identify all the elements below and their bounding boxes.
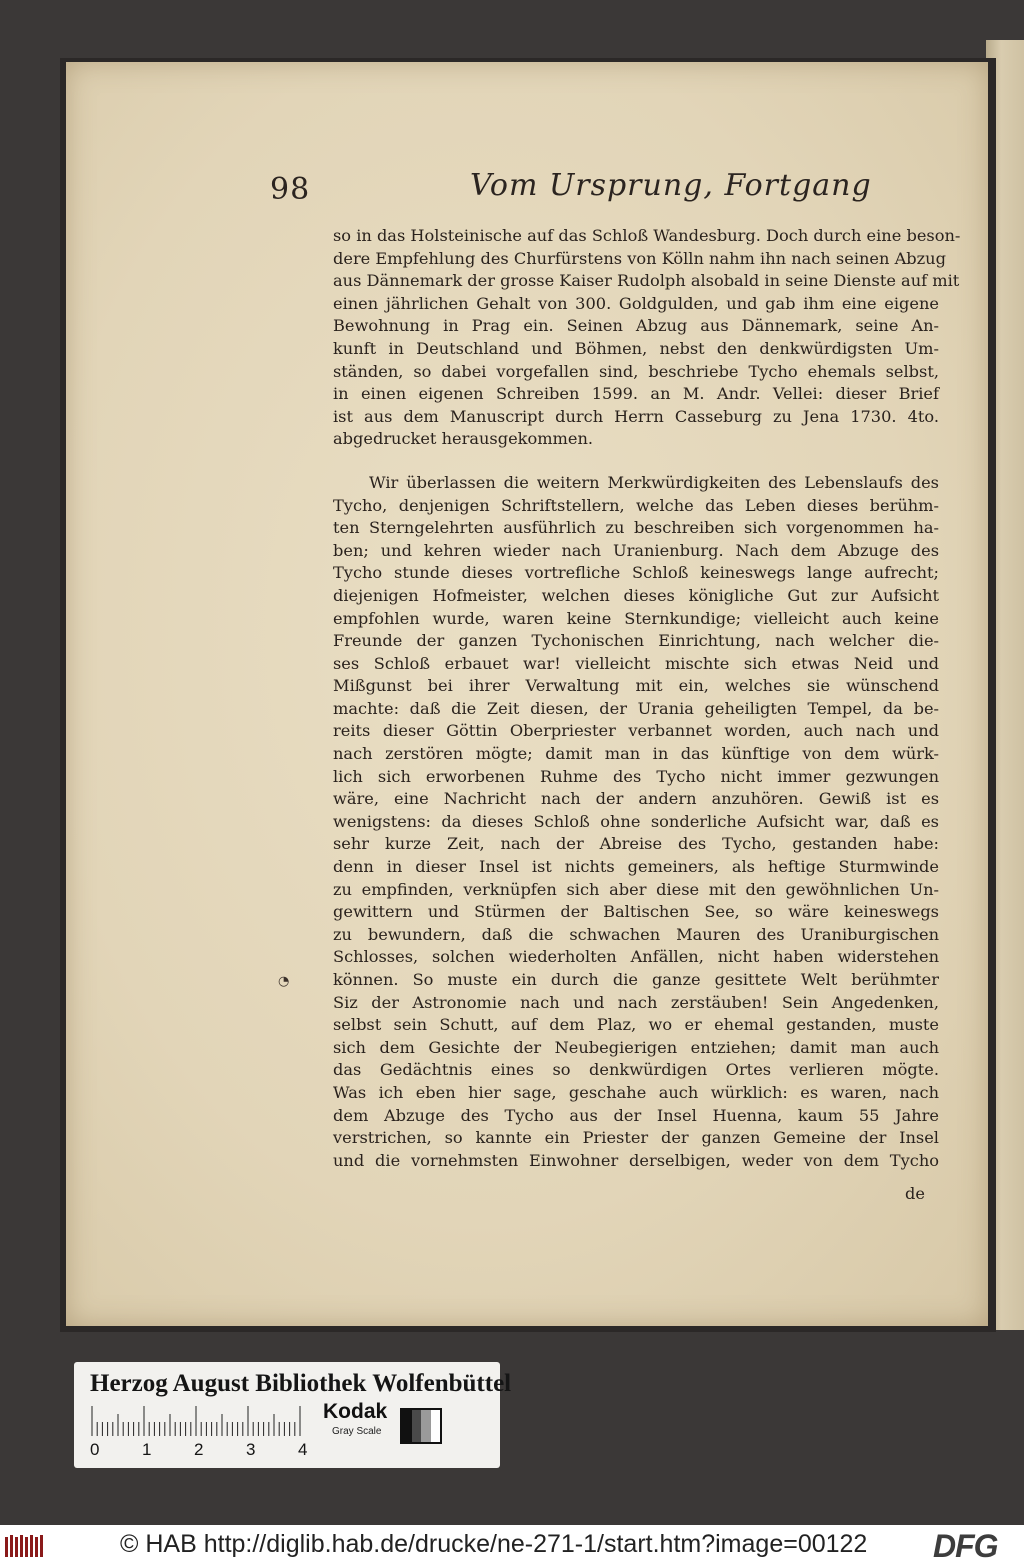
text-line: verstrichen, so kannte ein Priester der ganzen Gemeine der Insel — [333, 1128, 939, 1148]
text-line: denn in dieser Insel ist nichts gemeiners, als heftige Sturmwinde — [333, 857, 939, 877]
text-line: Was ich eben hier sage, geschahe auch würklich: es waren, nach — [333, 1082, 939, 1102]
catchword: de — [905, 1184, 925, 1203]
page-number: 98 — [270, 172, 311, 207]
text-line: gewittern und Stürmen der Baltischen See, so wäre keineswegs — [333, 902, 939, 922]
ruler-number: 3 — [246, 1440, 256, 1459]
text-line: Bewohnung in Prag ein. Seinen Abzug aus Dännemark, seine An- — [333, 316, 939, 336]
text-line: Tycho, denjenigen Schriftstellern, welche das Leben dieses berühm- — [333, 495, 939, 515]
text-line: so in das Holsteinische auf das Schloß Wandesburg. Doch durch eine beson- — [333, 226, 961, 245]
body-text — [333, 225, 961, 1172]
text-line: ständen, so dabei vorgefallen sind, beschriebe Tycho ehemals selbst, — [333, 361, 939, 381]
text-line: ses Schloß erbauet war! vielleicht mischte sich etwas Neid und — [333, 653, 939, 673]
text-line: Freunde der ganzen Tychonischen Einrichtung, nach welcher die- — [333, 631, 939, 651]
ruler-number: 1 — [142, 1440, 152, 1459]
text-line: ten Sterngelehrten ausführlich zu beschreiben sich vorgenommen ha- — [333, 518, 939, 538]
text-line: selbst sein Schutt, auf dem Plaz, wo er ehemal gestanden, muste — [333, 1015, 939, 1035]
text-line: Schlosses, solchen wiederholten Anfällen, nicht haben widerstehen — [333, 947, 939, 967]
text-line: machte: daß die Zeit diesen, der Urania geheiligten Tempel, da be- — [333, 698, 939, 718]
text-line: lich sich erworbenen Ruhme des Tycho nicht immer gezwungen — [333, 766, 939, 786]
ruler-number: 0 — [90, 1440, 100, 1459]
kodak-logo: Kodak — [323, 1400, 388, 1423]
gray-patch — [412, 1410, 422, 1442]
text-line: Mißgunst bei ihrer Verwaltung mit ein, welches sie wünschend — [333, 676, 939, 696]
gray-patches — [400, 1408, 442, 1444]
text-line: Siz der Astronomie nach und nach zerstäuben! Sein Angedenken, — [333, 992, 939, 1012]
gray-scale-label: Gray Scale — [332, 1426, 382, 1437]
text-line: ben; und kehren wieder nach Uranienburg. Nach dem Abzuge des — [333, 540, 939, 560]
text-line: das Gedächtnis eines so denkwürdigen Ortes verlieren mögte. — [333, 1060, 939, 1080]
running-head: Vom Ursprung, Fortgang — [470, 168, 872, 203]
text-line: einen jährlichen Gehalt von 300. Goldgulden, und gab ihm eine eigene — [333, 293, 939, 313]
text-line: reits dieser Göttin Oberpriester verbannet worden, auch nach und — [333, 721, 939, 741]
hab-library-icon — [4, 1533, 44, 1559]
gray-patch — [402, 1410, 412, 1442]
text-line: zu empfinden, verknüpfen sich aber diese mit den gewöhnlichen Un- — [333, 879, 939, 899]
paragraph-gap — [333, 451, 939, 472]
dfg-logo: DFG — [933, 1528, 998, 1564]
margin-mark-icon: ◔ — [278, 974, 290, 989]
text-line: empfohlen wurde, waren keine Sternkundige; vielleicht auch keine — [333, 608, 939, 628]
text-line: sich dem Gesichte der Neubegierigen entziehen; damit man auch — [333, 1037, 939, 1057]
color-card — [74, 1362, 512, 1468]
text-line: dem Abzuge des Tycho aus der Insel Huenna, kaum 55 Jahre — [333, 1105, 939, 1125]
ruler-number: 4 — [298, 1440, 308, 1459]
gray-patch — [421, 1410, 431, 1442]
text-line: ist aus dem Manuscript durch Herrn Casseburg zu Jena 1730. 4to. — [333, 406, 939, 426]
text-line: dere Empfehlung des Churfürstens von Kölln nahm ihn nach seinen Abzug — [333, 248, 946, 268]
gray-patch — [431, 1410, 441, 1442]
ruler-number: 2 — [194, 1440, 204, 1459]
text-line: Tycho stunde dieses vortrefliche Schloß keineswegs lange aufrecht; — [333, 563, 939, 583]
text-line: Wir überlassen die weitern Merkwürdigkeiten des Lebenslaufs des — [369, 472, 939, 492]
ruler-icon — [88, 1402, 318, 1438]
text-line: kunft in Deutschland und Böhmen, nebst den denkwürdigsten Um- — [333, 338, 939, 358]
text-line: nach zerstören mögte; damit man in das künftige von dem würk- — [333, 744, 939, 764]
text-line: diejenigen Hofmeister, welchen dieses königliche Gut zur Aufsicht — [333, 585, 939, 605]
footer-bar — [0, 1525, 1024, 1565]
text-line: wenigstens: da dieses Schloß ohne sonderliche Aufsicht war, daß es — [333, 811, 939, 831]
text-line: und die vornehmsten Einwohner derselbigen, weder von dem Tycho — [333, 1150, 939, 1170]
copyright-url[interactable]: © HAB http://diglib.hab.de/drucke/ne-271-1/start.htm?image=00122 — [120, 1530, 868, 1558]
text-line: können. So muste ein durch die ganze gesittete Welt berühmter — [333, 970, 939, 989]
text-line: sehr kurze Zeit, nach der Abreise des Tycho, gestanden habe: — [333, 834, 939, 854]
text-line: aus Dännemark der grosse Kaiser Rudolph alsobald in seine Dienste auf mit — [333, 271, 960, 291]
text-line: wäre, eine Nachricht nach der andern anzuhören. Gewiß ist es — [333, 789, 939, 809]
text-line: abgedrucket herausgekommen. — [333, 429, 594, 449]
text-line: in einen eigenen Schreiben 1599. an M. Andr. Vellei: dieser Brief — [333, 384, 939, 404]
card-title: Herzog August Bibliothek Wolfenbüttel — [90, 1370, 512, 1397]
text-line: zu bewundern, daß die schwachen Mauren des Uraniburgischen — [333, 924, 939, 944]
